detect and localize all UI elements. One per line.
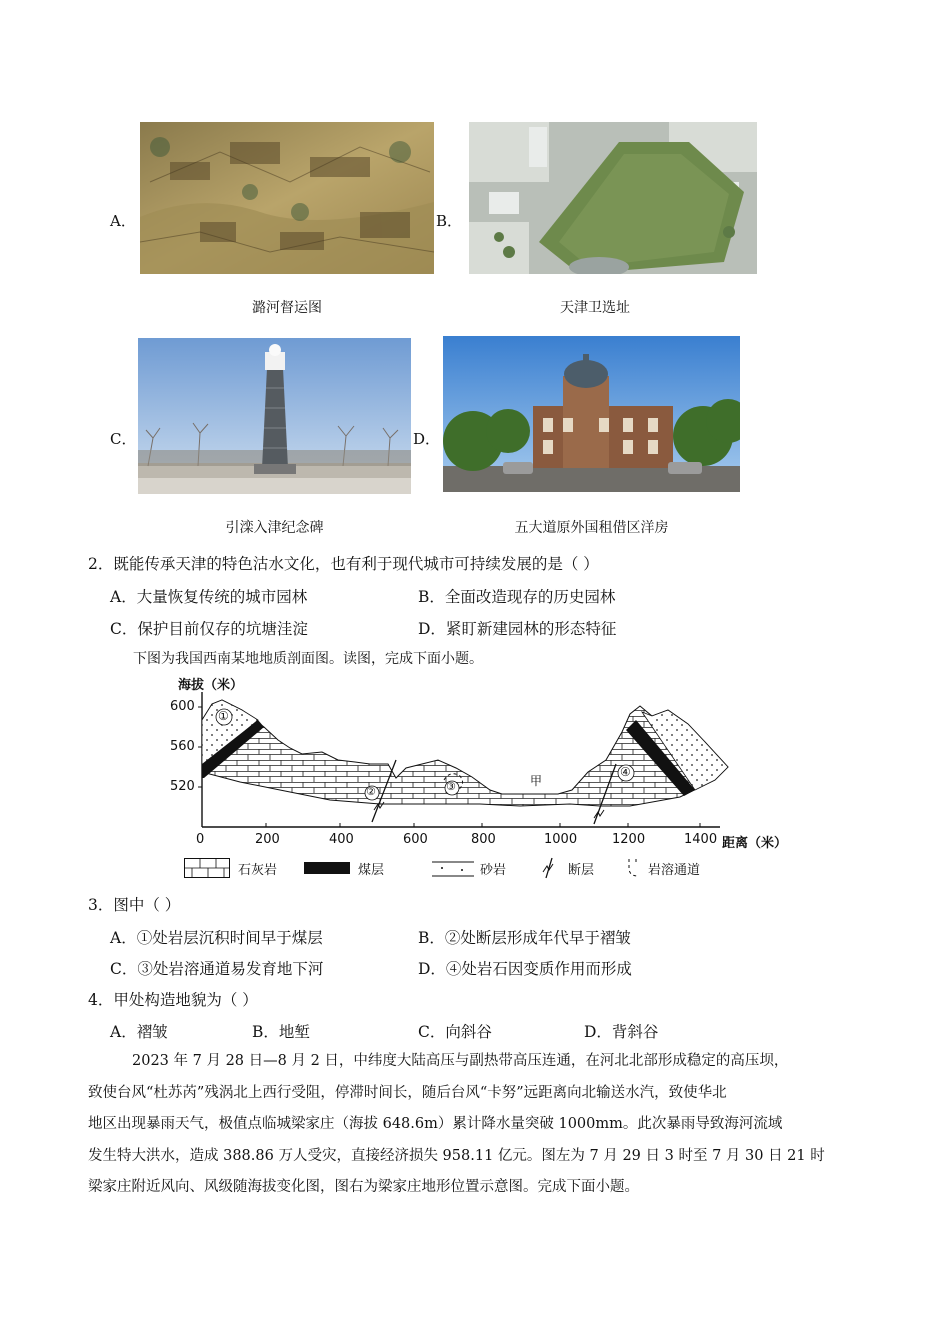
aerial-photo-image bbox=[469, 122, 757, 274]
option-d-letter: D． bbox=[413, 430, 441, 448]
label-1: ① bbox=[218, 709, 229, 723]
question-2-option-c[interactable]: C．保护目前仅存的坑塘洼淀 bbox=[110, 620, 308, 638]
question-2-option-b[interactable]: B．全面改造现存的历史园林 bbox=[418, 588, 616, 606]
passage-line-1: 2023 年 7 月 28 日—8 月 2 日，中纬度大陆高压与副热带高压连通，在河北北部形成稳定的高压坝， bbox=[132, 1053, 789, 1069]
x-tick-1200: 1200 bbox=[612, 832, 646, 847]
option-d-caption: 五大道原外国租借区洋房 bbox=[514, 520, 669, 536]
question-3-stem: 3．图中（ ） bbox=[88, 896, 181, 914]
option-c-letter: C． bbox=[110, 430, 137, 448]
y-axis-title: 海拔（米） bbox=[178, 678, 244, 693]
option-b-caption: 天津卫选址 bbox=[560, 300, 630, 316]
x-tick-200: 200 bbox=[255, 832, 280, 847]
building-photo-image bbox=[443, 336, 740, 492]
x-tick-1000: 1000 bbox=[544, 832, 578, 847]
x-tick-600: 600 bbox=[403, 832, 428, 847]
option-a-caption: 潞河督运图 bbox=[252, 300, 322, 316]
monument-photo-image bbox=[138, 338, 411, 494]
label-jia: 甲 bbox=[530, 774, 543, 788]
question-2-option-d[interactable]: D．紧盯新建园林的形态特征 bbox=[418, 620, 617, 638]
option-b-letter: B． bbox=[436, 212, 463, 230]
passage-line-5: 梁家庄附近风向、风级随海拔变化图，图右为梁家庄地形位置示意图。完成下面小题。 bbox=[88, 1179, 639, 1195]
x-tick-800: 800 bbox=[471, 832, 496, 847]
coal-swatch bbox=[304, 862, 350, 874]
legend-sandstone: 砂岩 bbox=[480, 863, 507, 878]
question-4-option-c[interactable]: C．向斜谷 bbox=[418, 1023, 492, 1041]
legend-coal: 煤层 bbox=[358, 863, 385, 878]
figure-legend bbox=[184, 856, 744, 884]
sandstone-swatch bbox=[432, 858, 474, 878]
question-3-option-d[interactable]: D．④处岩石因变质作用而形成 bbox=[418, 960, 632, 978]
limestone-swatch bbox=[184, 858, 230, 878]
label-2: ② bbox=[366, 785, 376, 798]
y-tick-520: 520 bbox=[170, 779, 195, 794]
x-axis-label: 距离（米） bbox=[722, 836, 788, 851]
label-3: ③ bbox=[446, 780, 456, 793]
y-tick-560: 560 bbox=[170, 739, 195, 754]
question-4-option-d[interactable]: D．背斜谷 bbox=[584, 1023, 659, 1041]
question-3-option-c[interactable]: C．③处岩溶通道易发育地下河 bbox=[110, 960, 324, 978]
question-4-stem: 4．甲处构造地貌为（ ） bbox=[88, 991, 258, 1009]
legend-limestone: 石灰岩 bbox=[238, 863, 278, 878]
question-3-option-a[interactable]: A．①处岩层沉积时间早于煤层 bbox=[110, 929, 323, 947]
passage-line-2: 致使台风“杜苏芮”残涡北上西行受阻，停滞时间长，随后台风“卡努”远距离向北输送水汽，致使华北 bbox=[88, 1084, 727, 1101]
question-3-option-b[interactable]: B．②处断层形成年代早于褶皱 bbox=[418, 929, 631, 947]
question-2-stem: 2．既能传承天津的特色沽水文化，也有利于现代城市可持续发展的是（ ） bbox=[88, 555, 599, 573]
painting-image bbox=[140, 122, 434, 274]
option-a-letter: A． bbox=[110, 212, 136, 230]
question-4-option-a[interactable]: A．褶皱 bbox=[110, 1023, 168, 1041]
x-tick-400: 400 bbox=[329, 832, 354, 847]
fault-swatch bbox=[540, 856, 560, 880]
legend-fault: 断层 bbox=[568, 863, 595, 878]
passage-line-4: 发生特大洪水，造成 388.86 万人受灾，直接经济损失 958.11 亿元。图左为 7 月 29 日 3 时至 7 月 30 日 21 时 bbox=[88, 1147, 825, 1164]
question-2-option-a[interactable]: A．大量恢复传统的城市园林 bbox=[110, 588, 308, 606]
geologic-cross-section bbox=[160, 672, 800, 882]
reading-passage bbox=[88, 1046, 868, 1204]
x-tick-0: 0 bbox=[196, 832, 205, 847]
label-4: ④ bbox=[620, 765, 631, 779]
figure-intro: 下图为我国西南某地地质剖面图。读图，完成下面小题。 bbox=[133, 651, 483, 667]
karst-swatch bbox=[624, 856, 644, 880]
option-c-caption: 引滦入津纪念碑 bbox=[225, 520, 324, 536]
passage-line-3: 地区出现暴雨天气，极值点临城梁家庄（海拔 648.6m）累计降水量突破 1000mm。此次暴雨导致海河流域 bbox=[88, 1116, 783, 1132]
legend-karst: 岩溶通道 bbox=[648, 863, 701, 878]
y-tick-600: 600 bbox=[170, 699, 195, 714]
question-4-option-b[interactable]: B．地堑 bbox=[252, 1023, 310, 1041]
x-tick-1400: 1400 bbox=[684, 832, 718, 847]
